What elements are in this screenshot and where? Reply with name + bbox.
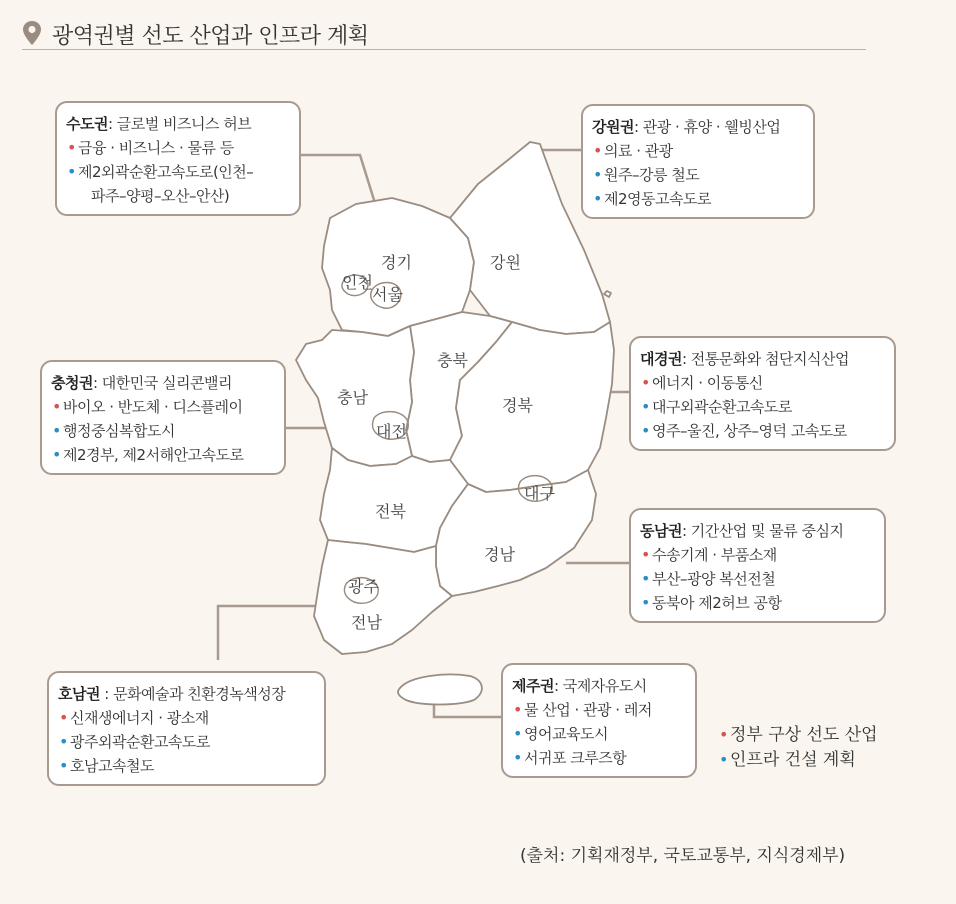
region-theme: : 전통문화와 첨단지식산업	[681, 350, 849, 368]
region-box-chungcheong	[40, 360, 286, 475]
infra-item: • 제2외곽순환고속도로(인천–	[66, 160, 291, 184]
infra-bullet-icon: •	[641, 421, 650, 440]
industry-bullet-icon: •	[641, 545, 650, 564]
map-label-daejeon: 대전	[376, 422, 407, 441]
infra-bullet-icon: •	[593, 189, 602, 208]
legend	[718, 723, 878, 773]
map-label-gyeongbuk: 경북	[502, 396, 533, 415]
infra-bullet-icon: •	[59, 756, 68, 775]
map-label-jeonbuk: 전북	[375, 502, 406, 521]
infra-item: • 원주–강릉 철도	[592, 163, 805, 187]
infra-item: • 영주–울진, 상주–영덕 고속도로	[640, 419, 886, 443]
region-name: 충청권	[51, 374, 93, 392]
infra-item: • 광주외곽순환고속도로	[58, 730, 316, 754]
map-label-incheon: 인천	[342, 273, 373, 292]
region-name: 수도권	[66, 115, 108, 133]
infra-bullet-icon: •	[513, 748, 522, 767]
region-theme: : 대한민국 실리콘밸리	[92, 374, 232, 392]
infra-bullet-icon: •	[513, 724, 522, 743]
map-label-seoul: 서울	[372, 285, 403, 304]
region-box-dongnam	[629, 508, 886, 623]
map-label-daegu: 대구	[524, 484, 555, 503]
industry-bullet-icon: •	[513, 700, 522, 719]
map-label-jeonnam: 전남	[351, 613, 382, 632]
region-box-daegyeong	[629, 336, 896, 451]
industry-bullet-icon: •	[52, 397, 61, 416]
map-label-gyeonggi: 경기	[381, 253, 412, 272]
region-name: 동남권	[640, 522, 682, 540]
region-name: 강원권	[592, 118, 634, 136]
map-label-gyeongnam: 경남	[484, 545, 515, 564]
industry-bullet-icon: •	[719, 725, 729, 744]
region-box-honam	[47, 671, 326, 786]
industry-item: • 물 산업 · 관광 · 레저	[512, 698, 687, 722]
region-box-jeju	[501, 663, 697, 778]
region-theme: : 관광 · 휴양 · 웰빙산업	[633, 118, 781, 136]
island-ulleung	[604, 291, 611, 297]
legend-infra: • 인프라 건설 계획	[719, 750, 856, 770]
infra-bullet-icon: •	[52, 421, 61, 440]
map-label-gangwon: 강원	[490, 253, 521, 272]
region-box-gangwon	[581, 104, 815, 219]
region-theme: : 국제자유도시	[553, 677, 647, 695]
infra-item: • 행정중심복합도시	[51, 419, 276, 443]
region-box-sudo	[55, 101, 301, 216]
infra-bullet-icon: •	[641, 593, 650, 612]
infra-item-continued: 파주–양평–오산–안산)	[91, 187, 230, 205]
connector-honam	[218, 606, 330, 660]
infra-item: • 서귀포 크루즈항	[512, 746, 687, 770]
industry-bullet-icon: •	[593, 141, 602, 160]
industry-item: • 바이오 · 반도체 · 디스플레이	[51, 395, 276, 419]
infra-item: • 부산–광양 복선전철	[640, 567, 876, 591]
industry-bullet-icon: •	[641, 373, 650, 392]
industry-bullet-icon: •	[59, 708, 68, 727]
region-name: 호남권	[58, 685, 100, 703]
legend-industry: • 정부 구상 선도 산업	[719, 725, 878, 745]
infra-bullet-icon: •	[593, 165, 602, 184]
industry-item: • 수송기계 · 부품소재	[640, 543, 876, 567]
region-theme: : 문화예술과 친환경녹색성장	[99, 685, 286, 703]
region-name: 제주권	[512, 677, 554, 695]
industry-bullet-icon: •	[67, 138, 76, 157]
infra-bullet-icon: •	[59, 732, 68, 751]
infra-bullet-icon: •	[641, 569, 650, 588]
map-label-gwangju: 광주	[348, 577, 379, 596]
industry-item: • 금융 · 비즈니스 · 물류 등	[66, 136, 291, 160]
infra-item: • 제2경부, 제2서해안고속도로	[51, 443, 276, 467]
region-name: 대경권	[640, 350, 682, 368]
infra-bullet-icon: •	[719, 750, 729, 769]
infra-item: • 대구외곽순환고속도로	[640, 395, 886, 419]
infra-bullet-icon: •	[641, 397, 650, 416]
region-theme: : 글로벌 비즈니스 허브	[107, 115, 252, 133]
infra-bullet-icon: •	[67, 162, 76, 181]
industry-item: • 신재생에너지 · 광소재	[58, 706, 316, 730]
infra-item: • 영어교육도시	[512, 722, 687, 746]
map-label-chungbuk: 충북	[437, 351, 468, 370]
province-jeonnam	[314, 540, 452, 654]
industry-item: • 에너지 · 이동통신	[640, 371, 886, 395]
island-jeju	[398, 675, 482, 705]
region-theme: : 기간산업 및 물류 중심지	[681, 522, 844, 540]
infra-bullet-icon: •	[52, 445, 61, 464]
infra-item: • 제2영동고속도로	[592, 187, 805, 211]
source-note: (출처: 기획재정부, 국토교통부, 지식경제부)	[520, 846, 846, 866]
page-title: 광역권별 선도 산업과 인프라 계획	[52, 24, 369, 49]
industry-item: • 의료 · 관광	[592, 139, 805, 163]
infra-item: • 동북아 제2허브 공항	[640, 591, 876, 615]
infra-item: • 호남고속철도	[58, 754, 316, 778]
map-label-chungnam: 충남	[337, 388, 368, 407]
